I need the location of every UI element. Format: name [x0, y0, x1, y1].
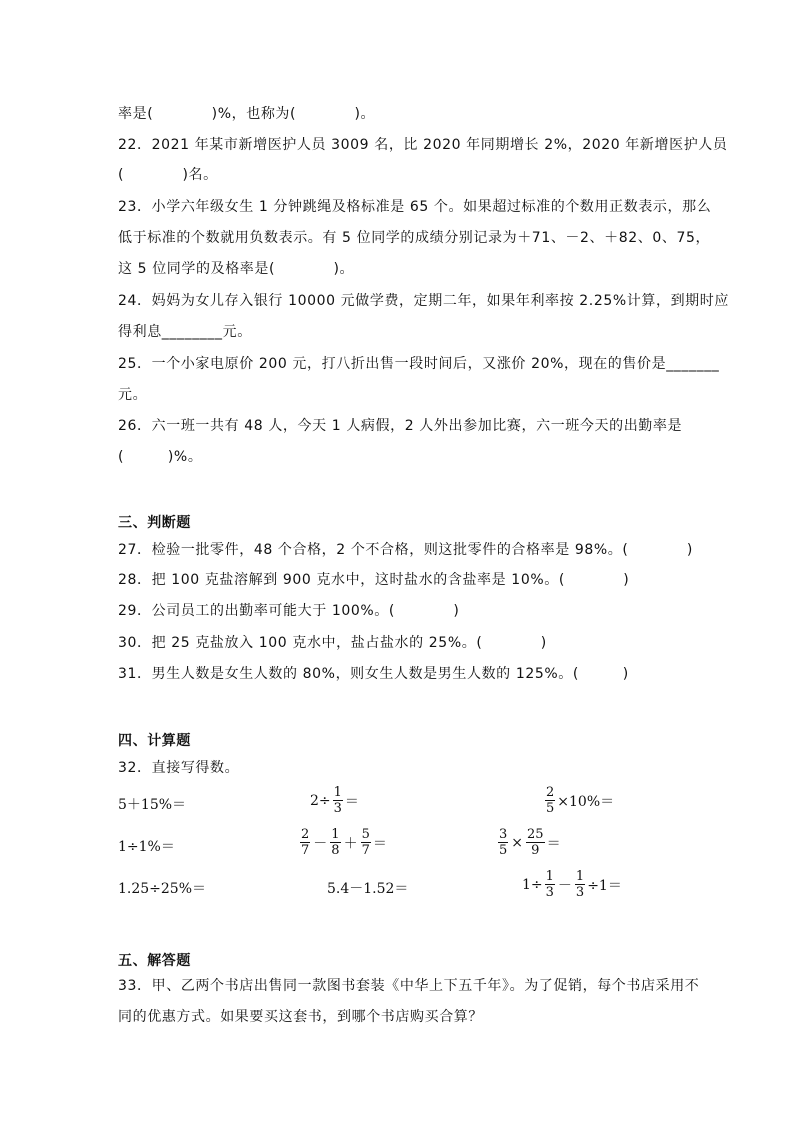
question-24: 24．妈妈为女儿存入银行 10000 元做学费，定期二年，如果年利率按 2.25%计算，到期时应 [118, 293, 729, 309]
fraction-denominator: 8 [331, 843, 340, 858]
q21-continuation: 率是( )%，也称为( )。 [118, 106, 376, 122]
question-25: 25．一个小家电原价 200 元，打八折出售一段时间后，又涨价 20%，现在的售价是_______ [118, 356, 720, 372]
question-22: 22．2021 年某市新增医护人员 3009 名，比 2020 年同期增长 2%，2020 年新增医护人员 [118, 137, 728, 153]
calc-2-prefix: 2÷ [310, 792, 331, 809]
fraction [526, 827, 545, 858]
fraction [333, 785, 343, 816]
fraction-numerator: 1 [575, 869, 585, 884]
fraction-denominator: 5 [546, 801, 555, 816]
calc-4-expr: 1÷1%＝ [118, 839, 175, 855]
fraction [545, 785, 555, 816]
question-27: 27．检验一批零件，48 个合格，2 个不合格，则这批零件的合格率是 98%。( ) [118, 542, 693, 558]
fraction-denominator: 7 [361, 843, 370, 858]
calc-1 [118, 792, 186, 816]
fraction-denominator: 3 [575, 885, 585, 900]
fraction-numerator: 1 [545, 869, 554, 884]
question-23-cont: 低于标准的个数就用负数表示。有 5 位同学的成绩分别记录为＋71、－2、＋82、0、75， [118, 230, 711, 246]
calc-5-suffix: ＝ [372, 835, 387, 852]
fraction-numerator: 2 [546, 785, 555, 800]
fraction-numerator: 5 [361, 827, 370, 842]
fraction-denominator: 3 [545, 885, 554, 900]
calc-2 [310, 785, 359, 816]
operator: － [557, 877, 572, 894]
operator: － [313, 835, 328, 852]
fraction-numerator: 1 [333, 785, 342, 800]
question-24-cont: 得利息________元。 [118, 324, 252, 340]
calc-7 [118, 876, 206, 900]
calc-6 [496, 827, 561, 858]
question-23: 23．小学六年级女生 1 分钟跳绳及格标准是 65 个。如果超过标准的个数用正数表示，那么 [118, 199, 712, 215]
fraction [575, 869, 585, 900]
calc-9-suffix: ÷1＝ [587, 877, 622, 894]
question-25-cont: 元。 [118, 387, 148, 403]
fraction-numerator: 2 [301, 827, 310, 842]
calc-2-suffix: ＝ [344, 793, 359, 810]
calc-6-suffix: ＝ [546, 835, 561, 852]
calc-5 [298, 827, 387, 858]
calc-9-prefix: 1÷ [522, 876, 543, 893]
question-26: 26．六一班一共有 48 人，今天 1 人病假，2 人外出参加比赛，六一班今天的出勤率是 [118, 418, 683, 434]
section-5-title: 五、解答题 [118, 953, 191, 969]
question-23-cont2: 这 5 位同学的及格率是( )。 [118, 261, 355, 277]
question-33: 33．甲、乙两个书店出售同一款图书套装《中华上下五千年》。为了促销，每个书店采用不 [118, 978, 700, 994]
question-33-cont: 同的优惠方式。如果要买这套书，到哪个书店购买合算？ [118, 1009, 483, 1025]
question-22-cont: ( )名。 [118, 167, 218, 183]
fraction-numerator: 1 [331, 827, 340, 842]
operator: × [511, 834, 524, 851]
calc-4 [118, 834, 175, 858]
calc-8 [327, 876, 408, 900]
operator: ＋ [343, 835, 358, 852]
question-32: 32．直接写得数。 [118, 760, 240, 776]
calc-8-expr: 5.4－1.52＝ [327, 881, 409, 897]
fraction-numerator: 3 [499, 827, 508, 842]
question-29: 29．公司员工的出勤率可能大于 100%。( ) [118, 603, 460, 619]
fraction-numerator: 25 [527, 827, 544, 842]
calc-1-expr: 5＋15%＝ [118, 797, 187, 813]
calc-9 [522, 869, 622, 900]
fraction-denominator: 9 [531, 843, 540, 858]
question-26-cont: ( )%。 [118, 449, 203, 465]
fraction [498, 827, 508, 858]
section-3-title: 三、判断题 [118, 515, 191, 531]
fraction [361, 827, 371, 858]
question-31: 31．男生人数是女生人数的 80%，则女生人数是男生人数的 125%。( ) [118, 666, 629, 682]
section-4-title: 四、计算题 [118, 733, 191, 749]
fraction-denominator: 3 [333, 801, 342, 816]
question-30: 30．把 25 克盐放入 100 克水中，盐占盐水的 25%。( ) [118, 635, 547, 651]
fraction-denominator: 7 [301, 843, 310, 858]
calc-3-suffix: ×10%＝ [557, 793, 615, 810]
question-28: 28．把 100 克盐溶解到 900 克水中，这时盐水的含盐率是 10%。( ) [118, 572, 630, 588]
calc-7-expr: 1.25÷25%＝ [118, 881, 207, 897]
fraction [545, 869, 555, 900]
fraction [300, 827, 310, 858]
fraction [330, 827, 340, 858]
fraction-denominator: 5 [499, 843, 508, 858]
calc-3 [543, 785, 614, 816]
